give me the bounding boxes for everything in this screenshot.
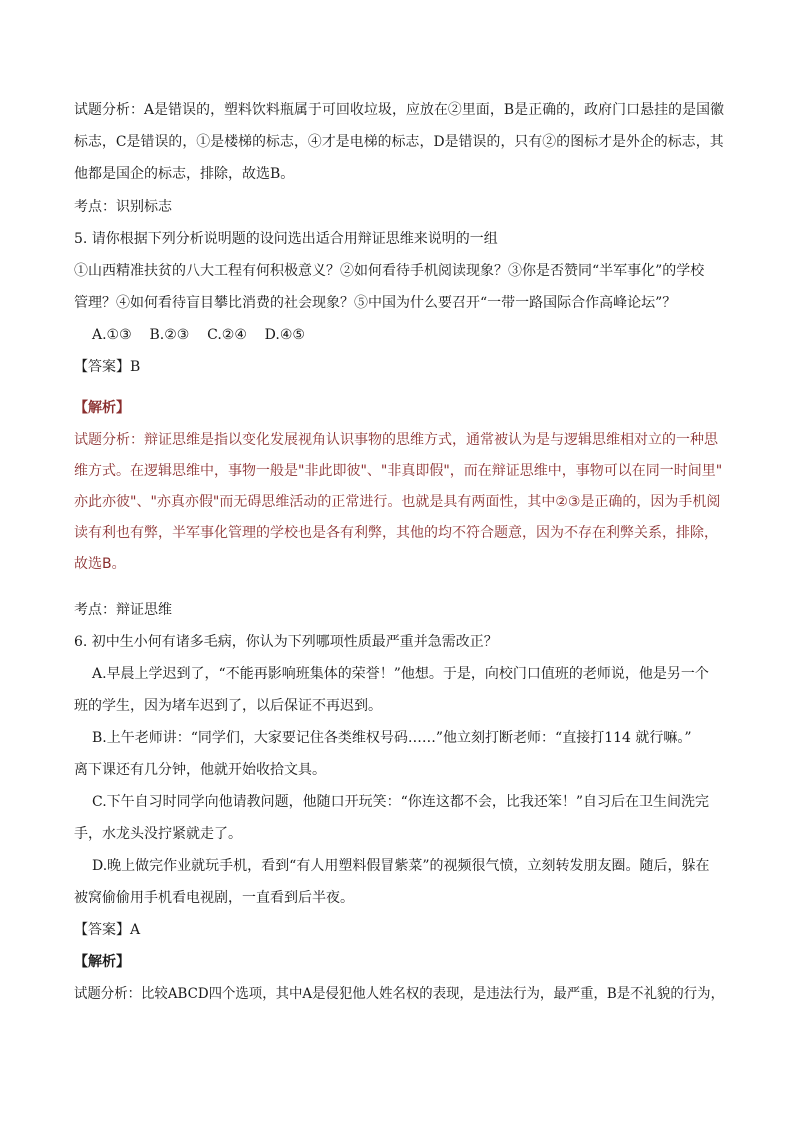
q6-option-b-line-1: B.上午老师讲：“同学们，大家要记住各类维权号码……”他立刻打断老师：“直接打114 就行嘛。” [92, 730, 692, 746]
q5-analysis-line-5: 故选B。 [74, 556, 126, 572]
q4-analysis-line-2: 标志，C是错误的，①是楼梯的标志，④才是电梯的标志，D是错误的，只有②的图标才是外企的标志，其 [74, 134, 724, 150]
q4-analysis-line-1: 试题分析：A是错误的，塑料饮料瓶属于可回收垃圾，应放在②里面，B是正确的，政府门口悬挂的是国徽 [74, 102, 725, 118]
q5-body-line-2: 管理？④如何看待盲目攀比消费的社会现象？⑤中国为什么要召开“一带一路国际合作高峰论坛”？ [74, 295, 677, 311]
q5-analysis-line-2: 维方式。在逻辑思维中，事物一般是"非此即彼"、"非真即假"，而在辩证思维中，事物可以在同一时间里" [74, 463, 723, 479]
q6-analysis-line-1: 试题分析：比较ABCD四个选项，其中A是侵犯他人姓名权的表现，是违法行为，最严重，B是不礼貌的行为， [74, 986, 724, 1002]
q4-kaodian: 考点：识别标志 [74, 199, 172, 215]
q6-option-c-line-1: C.下午自习时同学向他请教问题，他随口开玩笑：“你连这都不会，比我还笨！”自习后在卫生间洗完 [92, 794, 709, 810]
q5-analysis-line-4: 读有利也有弊，半军事化管理的学校也是各有利弊，其他的均不符合题意，因为不存在利弊关系，排除， [74, 525, 718, 541]
q6-option-d-line-1: D.晚上做完作业就玩手机，看到“有人用塑料假冒紫菜”的视频很气愤，立刻转发朋友圈。随后，躲在 [92, 858, 710, 874]
q6-option-c-line-2: 手，水龙头没拧紧就走了。 [74, 826, 242, 842]
q5-options: A.①③ B.②③ C.②④ D.④⑤ [92, 327, 305, 343]
q6-option-d-line-2: 被窝偷偷用手机看电视剧，一直看到后半夜。 [74, 890, 354, 906]
q5-analysis-line-3: 亦此亦彼"、"亦真亦假"而无碍思维活动的正常进行。也就是具有两面性，其中②③是正确的，因为手机阅 [74, 494, 721, 510]
q4-analysis-line-3: 他都是国企的标志，排除，故选B。 [74, 166, 295, 182]
q6-stem: 6. 初中生小何有诸多毛病，你认为下列哪项性质最严重并急需改正？ [74, 634, 498, 650]
q6-option-a-line-2: 班的学生，因为堵车迟到了，以后保证不再迟到。 [74, 698, 382, 714]
q6-option-b-line-2: 离下课还有几分钟，他就开始收拾文具。 [74, 762, 326, 778]
q6-answer: 【答案】A [74, 922, 141, 938]
q5-body-line-1: ①山西精准扶贫的八大工程有何积极意义？②如何看待手机阅读现象？③你是否赞同“半军事化”的学校 [74, 263, 705, 279]
q5-analysis-line-1: 试题分析：辩证思维是指以变化发展视角认识事物的思维方式，通常被认为是与逻辑思维相对立的一种思 [74, 432, 718, 448]
q5-kaodian: 考点：辩证思维 [74, 602, 172, 618]
q6-option-a-line-1: A.早晨上学迟到了，“不能再影响班集体的荣誉！”他想。于是，向校门口值班的老师说，他是另一个 [92, 666, 709, 682]
q5-answer: 【答案】B [74, 359, 141, 375]
q5-jiexi-label: 【解析】 [74, 400, 130, 416]
q5-stem: 5. 请你根据下列分析说明题的设问选出适合用辩证思维来说明的一组 [74, 231, 498, 247]
q6-jiexi-label: 【解析】 [74, 954, 130, 970]
